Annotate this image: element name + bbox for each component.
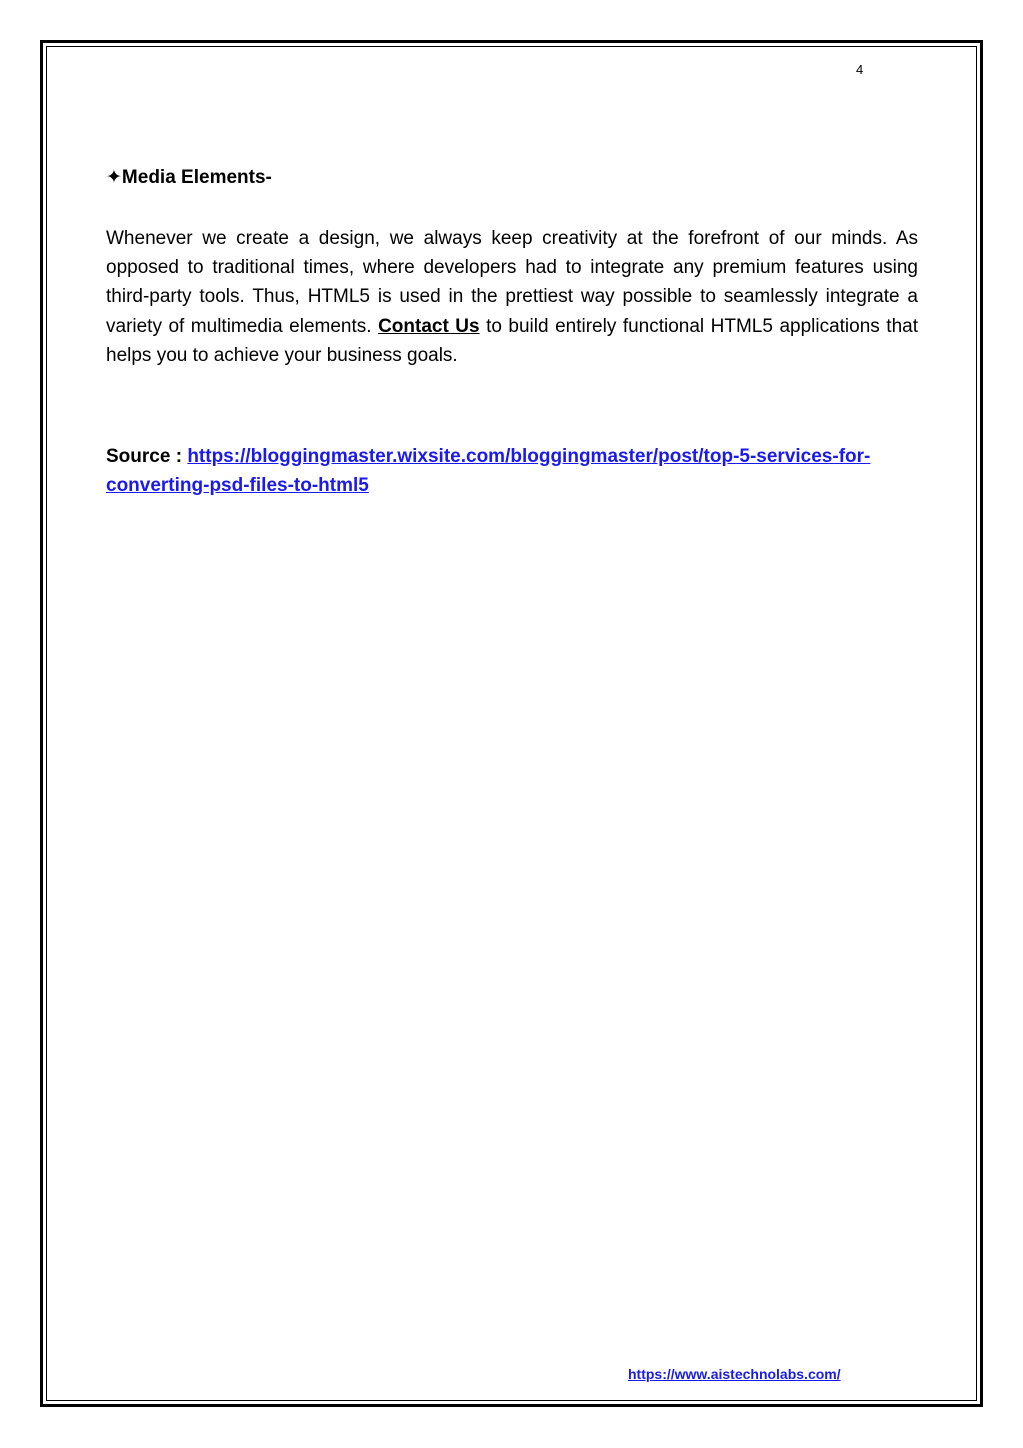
source-label: Source : (106, 446, 188, 467)
source-link[interactable]: https://bloggingmaster.wixsite.com/bloggingmaster/post/top-5-services-for-converting-psd-files-to-html5 (106, 446, 871, 496)
source-line (106, 442, 918, 500)
paragraph-text-before: Whenever we create a design, we always keep creativity at the forefront of our minds. As opposed to traditional times, where developers had to integrate any premium features using third-party tools. Thus, HTML5 is used in the prettiest way possible to seamlessly integrate a variety of multimedia elements. (106, 228, 918, 337)
body-paragraph (106, 224, 918, 370)
footer-website-link[interactable]: https://www.aistechnolabs.com/ (628, 1366, 841, 1382)
section-heading: ✦Media Elements- (106, 167, 272, 188)
paragraph-text-after: to build entirely functional HTML5 applications that helps you to achieve your business goals. (106, 315, 918, 366)
contact-us-link[interactable]: Contact Us (378, 315, 480, 337)
page-number: 4 (856, 62, 864, 77)
